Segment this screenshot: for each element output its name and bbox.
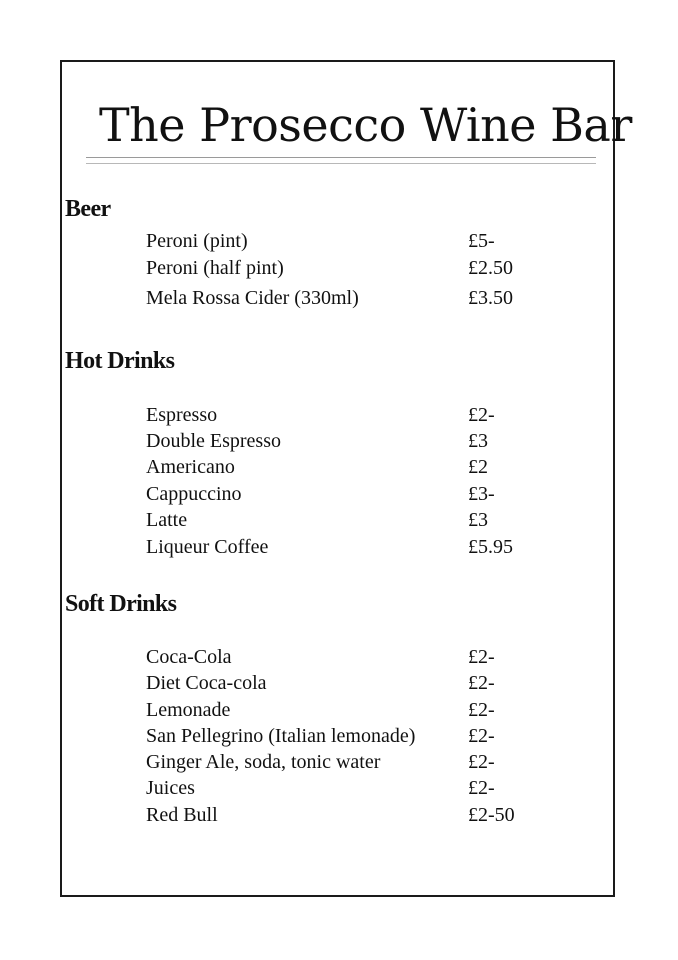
item-name: Liqueur Coffee [146,536,269,558]
menu-item [146,255,566,281]
menu-item [146,644,566,670]
item-name: Red Bull [146,804,218,826]
item-price: £2- [468,751,495,773]
item-price: £2- [468,777,495,799]
item-name: Juices [146,777,195,799]
item-price: £2-50 [468,804,515,826]
item-name: Diet Coca-cola [146,672,267,694]
item-name: Espresso [146,404,218,426]
item-name: Ginger Ale, soda, tonic water [146,751,381,773]
item-name: Cappuccino [146,483,242,505]
menu-item [146,228,566,254]
section-heading-soft-drinks: Soft Drinks [65,591,177,617]
item-name: Double Espresso [146,430,281,452]
item-price: £2.50 [468,257,513,279]
item-price: £3 [468,430,488,452]
item-price: £5- [468,230,495,252]
section-heading-beer: Beer [65,196,111,222]
menu-item [146,749,566,775]
item-name: Coca-Cola [146,646,232,668]
menu-item [146,285,566,311]
menu-item [146,454,566,480]
item-name: Mela Rossa Cider (330ml) [146,287,359,309]
item-price: £3 [468,509,488,531]
item-name: Peroni (half pint) [146,257,284,279]
title-divider-bottom [86,163,596,164]
item-price: £2- [468,404,495,426]
menu-item [146,802,566,828]
item-price: £3.50 [468,287,513,309]
item-price: £5.95 [468,536,513,558]
menu-item [146,428,566,454]
item-price: £2- [468,646,495,668]
item-price: £3- [468,483,495,505]
item-name: Latte [146,509,188,531]
section-heading-hot-drinks: Hot Drinks [65,348,175,374]
item-price: £2- [468,699,495,721]
item-price: £2 [468,456,488,478]
item-name: Peroni (pint) [146,230,248,252]
item-name: Americano [146,456,235,478]
menu-item [146,507,566,533]
title-divider-top [86,157,596,158]
menu-item [146,697,566,723]
menu-item [146,670,566,696]
menu-item [146,775,566,801]
menu-title: The Prosecco Wine Bar [99,98,632,152]
menu-item [146,481,566,507]
item-name: Lemonade [146,699,231,721]
item-price: £2- [468,725,495,747]
item-name: San Pellegrino (Italian lemonade) [146,725,416,747]
item-price: £2- [468,672,495,694]
menu-item [146,534,566,560]
menu-item [146,402,566,428]
menu-item [146,723,566,749]
